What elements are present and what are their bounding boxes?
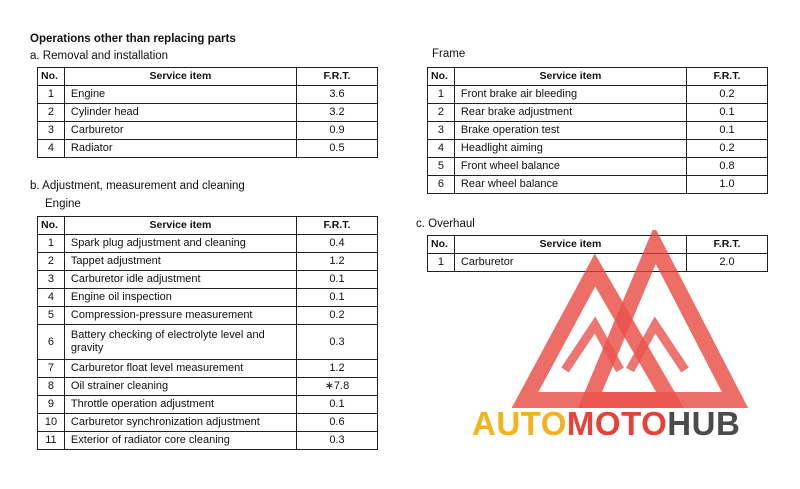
table-row <box>38 86 378 104</box>
table-row <box>38 378 378 396</box>
row-number: 5 <box>38 307 65 325</box>
frt-value-cell: 1.0 <box>686 176 767 194</box>
row-number: 3 <box>38 122 65 140</box>
removal-installation-table <box>37 67 378 158</box>
watermark-auto: AUTO <box>472 405 567 442</box>
service-item-cell: Carburetor synchronization adjustment <box>64 414 296 432</box>
row-number: 4 <box>38 140 65 158</box>
frt-value-cell: 0.2 <box>686 86 767 104</box>
table-row <box>428 158 768 176</box>
table-row <box>428 140 768 158</box>
table-row <box>38 396 378 414</box>
service-item-cell: Front wheel balance <box>454 158 686 176</box>
row-number: 1 <box>428 86 455 104</box>
frt-value-cell: 1.2 <box>296 360 377 378</box>
frt-value-cell: 3.6 <box>296 86 377 104</box>
frt-value-cell: 0.1 <box>296 271 377 289</box>
frt-value-cell: 0.1 <box>686 122 767 140</box>
service-item-cell: Throttle operation adjustment <box>64 396 296 414</box>
header-service-item: Service item <box>454 68 686 86</box>
row-number: 5 <box>428 158 455 176</box>
row-number: 9 <box>38 396 65 414</box>
service-item-cell: Exterior of radiator core cleaning <box>64 432 296 450</box>
table-row <box>38 140 378 158</box>
header-frt: F.R.T. <box>686 68 767 86</box>
table-row <box>428 104 768 122</box>
engine-sublabel: Engine <box>45 198 81 210</box>
row-number: 6 <box>428 176 455 194</box>
row-number: 2 <box>428 104 455 122</box>
service-item-cell: Rear brake adjustment <box>454 104 686 122</box>
frt-value-cell: 0.2 <box>686 140 767 158</box>
frt-value-cell: 2.0 <box>686 254 767 272</box>
header-service-item: Service item <box>64 68 296 86</box>
header-frt: F.R.T. <box>686 236 767 254</box>
frt-value-cell: 0.6 <box>296 414 377 432</box>
frt-value-cell: 0.9 <box>296 122 377 140</box>
service-item-cell: Compression-pressure measurement <box>64 307 296 325</box>
service-item-cell: Carburetor idle adjustment <box>64 271 296 289</box>
table-row <box>428 176 768 194</box>
row-number: 4 <box>38 289 65 307</box>
table-header-row <box>428 68 768 86</box>
table-header-row <box>38 217 378 235</box>
row-number: 4 <box>428 140 455 158</box>
table-row <box>38 414 378 432</box>
row-number: 11 <box>38 432 65 450</box>
service-item-cell: Tappet adjustment <box>64 253 296 271</box>
header-service-item: Service item <box>454 236 686 254</box>
service-item-cell: Cylinder head <box>64 104 296 122</box>
row-number: 3 <box>428 122 455 140</box>
table-row <box>38 360 378 378</box>
frt-value-cell: 1.2 <box>296 253 377 271</box>
table-row <box>38 432 378 450</box>
frt-value-cell: 0.2 <box>296 307 377 325</box>
frame-label: Frame <box>432 48 466 60</box>
frt-value-cell: 0.3 <box>296 432 377 450</box>
frt-value-cell: 0.5 <box>296 140 377 158</box>
row-number: 6 <box>38 325 65 360</box>
table-row <box>38 235 378 253</box>
frt-value-cell: 0.1 <box>296 289 377 307</box>
section-a-label: a. Removal and installation <box>30 50 169 62</box>
table-row <box>38 253 378 271</box>
section-b-label: b. Adjustment, measurement and cleaning <box>30 180 245 192</box>
page-title: Operations other than replacing parts <box>30 33 236 45</box>
row-number: 3 <box>38 271 65 289</box>
frt-value-cell: 3.2 <box>296 104 377 122</box>
header-service-item: Service item <box>64 217 296 235</box>
service-item-cell: Rear wheel balance <box>454 176 686 194</box>
watermark-text <box>472 405 740 443</box>
header-frt: F.R.T. <box>296 68 377 86</box>
table-row <box>428 86 768 104</box>
service-item-cell: Engine oil inspection <box>64 289 296 307</box>
row-number: 1 <box>38 86 65 104</box>
table-row <box>38 122 378 140</box>
service-item-cell: Spark plug adjustment and cleaning <box>64 235 296 253</box>
table-header-row <box>38 68 378 86</box>
watermark-moto: MOTO <box>566 405 668 442</box>
table-row <box>38 104 378 122</box>
row-number: 1 <box>428 254 455 272</box>
row-number: 2 <box>38 104 65 122</box>
service-item-cell: Carburetor <box>454 254 686 272</box>
header-no: No. <box>38 217 65 235</box>
row-number: 10 <box>38 414 65 432</box>
frt-value-cell: 0.1 <box>296 396 377 414</box>
service-item-cell: Headlight aiming <box>454 140 686 158</box>
header-no: No. <box>428 68 455 86</box>
header-no: No. <box>38 68 65 86</box>
frt-value-cell: 0.1 <box>686 104 767 122</box>
service-item-cell: Radiator <box>64 140 296 158</box>
frt-value-cell: ∗7.8 <box>296 378 377 396</box>
service-item-cell: Front brake air bleeding <box>454 86 686 104</box>
header-no: No. <box>428 236 455 254</box>
service-item-cell: Engine <box>64 86 296 104</box>
row-number: 8 <box>38 378 65 396</box>
table-row <box>38 307 378 325</box>
header-frt: F.R.T. <box>296 217 377 235</box>
row-number: 1 <box>38 235 65 253</box>
frt-value-cell: 0.4 <box>296 235 377 253</box>
table-row <box>38 289 378 307</box>
watermark-hub: HUB <box>667 405 741 442</box>
table-row <box>38 325 378 360</box>
service-item-cell: Carburetor float level measurement <box>64 360 296 378</box>
row-number: 2 <box>38 253 65 271</box>
service-item-cell: Battery checking of electrolyte level and gravity <box>64 325 296 360</box>
row-number: 7 <box>38 360 65 378</box>
service-item-cell: Oil strainer cleaning <box>64 378 296 396</box>
table-row <box>428 122 768 140</box>
service-item-cell: Carburetor <box>64 122 296 140</box>
engine-adjustment-table <box>37 216 378 450</box>
section-c-label: c. Overhaul <box>416 218 475 230</box>
service-item-cell: Brake operation test <box>454 122 686 140</box>
frame-table <box>427 67 768 194</box>
frt-value-cell: 0.8 <box>686 158 767 176</box>
frt-value-cell: 0.3 <box>296 325 377 360</box>
table-row <box>38 271 378 289</box>
